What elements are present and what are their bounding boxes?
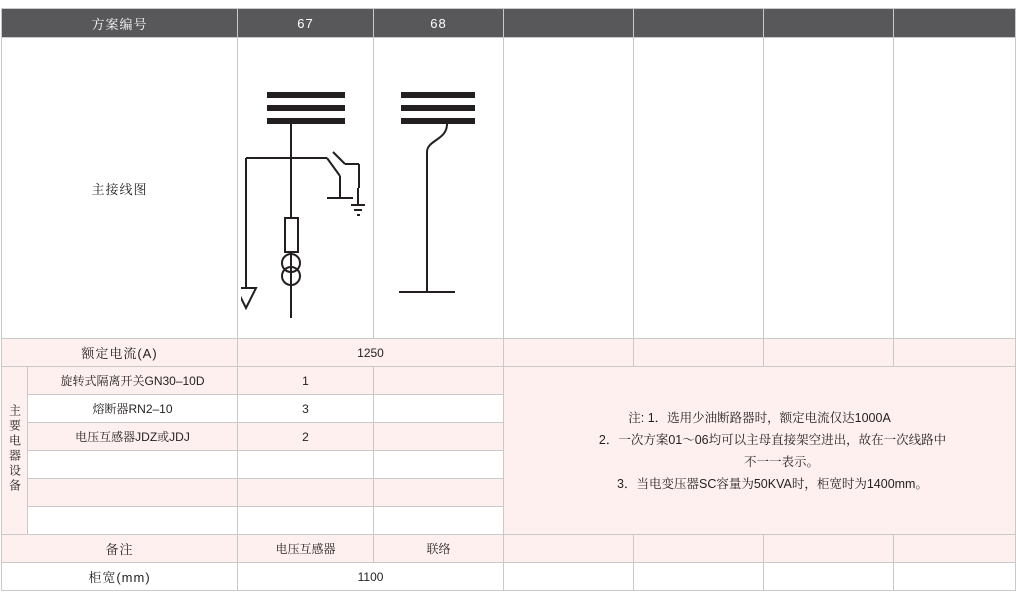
notes-item-1: 1．选用少油断路器时，额定电流仅达1000A [647,410,891,425]
cabinet-width-value: 1100 [238,563,504,591]
cabinet-width-blank-5 [764,563,894,591]
header-scheme-6 [894,9,1016,38]
notes-line-2: 2．一次方案01～06均可以主母直接架空进出，故在一次线路中 [598,432,947,447]
equipment-qty-68-5 [374,479,504,507]
equipment-qty-68-2 [374,395,504,423]
equipment-qty-68-1 [374,367,504,395]
equipment-qty-67-5 [238,479,374,507]
diagram-cell-3 [504,38,634,339]
header-scheme-3 [504,9,634,38]
equipment-row [2,367,1016,395]
cabinet-width-blank-4 [634,563,764,591]
equipment-qty-68-3 [374,423,504,451]
equipment-qty-68-4 [374,451,504,479]
header-scheme-4 [634,9,764,38]
notes-line-4: 3．当电变压器SC容量为50KVA时，柜宽时为1400mm。 [617,476,928,491]
equipment-group-label-text: 主要电器设备 [7,403,22,494]
header-scheme-label: 方案编号 [2,9,238,38]
notes-line-3: 不一一表示。 [744,454,820,469]
diagram-cell-5 [764,38,894,339]
scheme-68-diagram [379,48,499,328]
spec-sheet [0,8,1016,606]
remark-blank-3 [504,535,634,563]
header-scheme-5 [764,9,894,38]
cabinet-width-label: 柜宽(mm) [2,563,238,591]
header-scheme-68: 68 [374,9,504,38]
equipment-name-5 [28,479,238,507]
remark-value-68: 联络 [374,535,504,563]
equipment-qty-67-4 [238,451,374,479]
equipment-qty-68-6 [374,507,504,535]
equipment-name-2: 熔断器RN2–10 [28,395,238,423]
equipment-name-1: 旋转式隔离开关GN30–10D [28,367,238,395]
remark-value-67: 电压互感器 [238,535,374,563]
notes-cell [504,367,1016,535]
cabinet-width-blank-6 [894,563,1016,591]
notes-prefix: 注: [628,410,645,425]
diagram-row-label: 主接线图 [2,38,238,339]
equipment-qty-67-2: 3 [238,395,374,423]
header-scheme-67: 67 [238,9,374,38]
diagram-row [2,38,1016,339]
equipment-name-3: 电压互感器JDZ或JDJ [28,423,238,451]
rated-current-blank-4 [634,339,764,367]
rated-current-label: 额定电流(A) [2,339,238,367]
cabinet-width-blank-3 [504,563,634,591]
remark-blank-4 [634,535,764,563]
rated-current-blank-3 [504,339,634,367]
equipment-qty-67-3: 2 [238,423,374,451]
table-header-row [2,9,1016,38]
scheme-67-diagram [241,48,371,328]
diagram-cell-6 [894,38,1016,339]
notes-line-1 [504,407,1015,429]
remark-blank-5 [764,535,894,563]
diagram-cell-4 [634,38,764,339]
diagram-cell-67 [238,38,374,339]
rated-current-row [2,339,1016,367]
rated-current-blank-5 [764,339,894,367]
scheme-table [1,8,1016,591]
equipment-qty-67-6 [238,507,374,535]
remark-blank-6 [894,535,1016,563]
cabinet-width-row [2,563,1016,591]
equipment-name-4 [28,451,238,479]
remark-row [2,535,1016,563]
equipment-name-6 [28,507,238,535]
remark-label: 备注 [2,535,238,563]
equipment-qty-67-1: 1 [238,367,374,395]
rated-current-value: 1250 [238,339,504,367]
rated-current-blank-6 [894,339,1016,367]
diagram-cell-68 [374,38,504,339]
equipment-group-label [2,367,28,535]
